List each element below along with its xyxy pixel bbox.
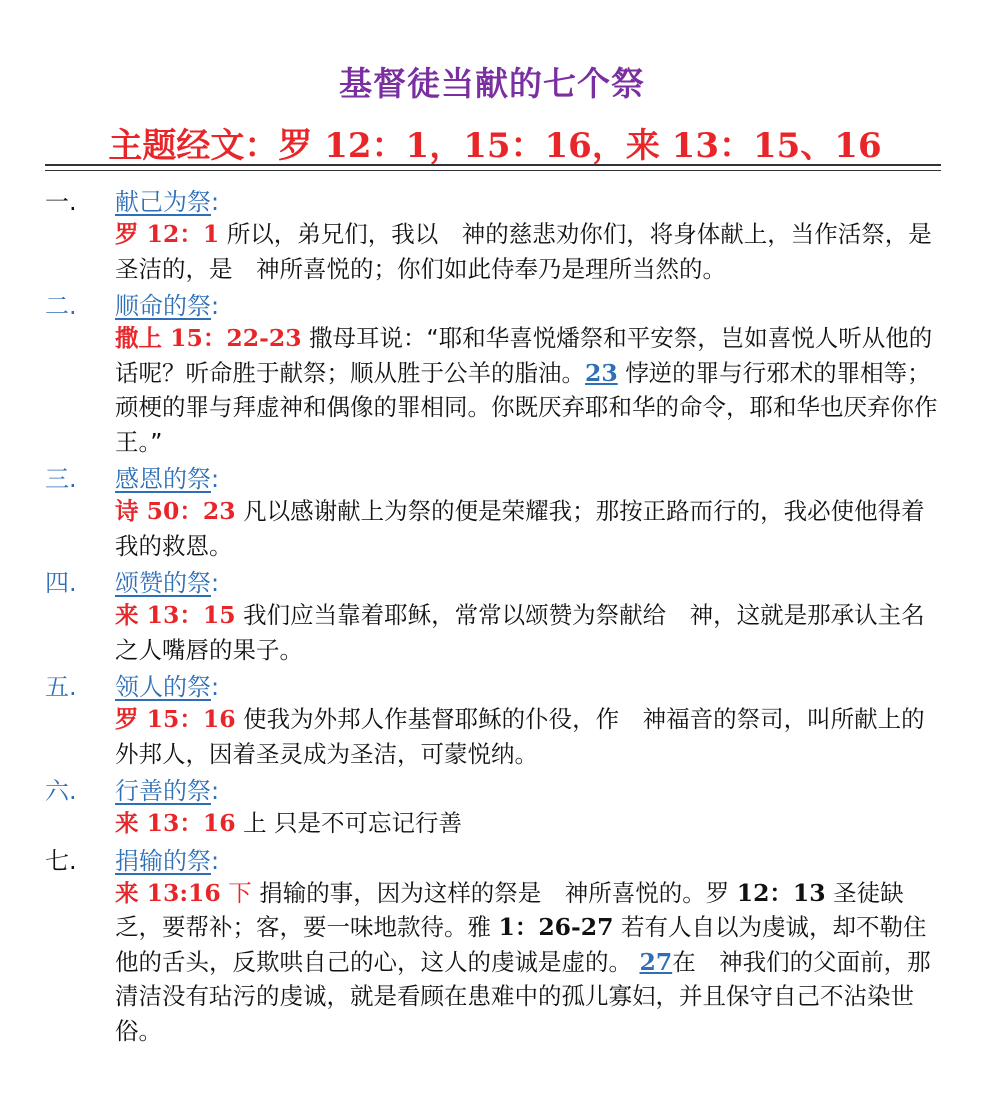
verse-reference: 来 13：16 — [115, 809, 236, 837]
section-title-link[interactable]: 颂赞的祭 — [115, 569, 211, 597]
verse-text — [115, 702, 945, 771]
section-number: 六. — [45, 777, 77, 805]
section-colon: : — [211, 569, 220, 597]
verse-text — [115, 598, 945, 667]
cross-reference: 12：13 — [736, 878, 826, 907]
verse-body: 所以，弟兄们，我以 神的慈悲劝你们，将身体献上，当作活祭，是圣洁的，是 神所喜悦的；你们如此侍奉乃是理所当然的。 — [115, 220, 932, 283]
section-number: 七. — [45, 846, 77, 875]
verse-reference-suffix: 下 — [228, 878, 252, 907]
verse-text — [115, 494, 945, 563]
section-heading — [45, 771, 945, 806]
title-divider-thin — [45, 170, 941, 171]
section-3 — [45, 459, 945, 563]
section-title-link[interactable]: 感恩的祭 — [115, 465, 211, 493]
verse-reference: 罗 12：1 — [115, 220, 220, 248]
section-title-link[interactable]: 顺命的祭 — [115, 292, 211, 320]
section-heading — [45, 563, 945, 598]
section-colon: : — [211, 292, 220, 320]
verse-text — [115, 806, 945, 841]
section-heading — [45, 459, 945, 494]
verse-body-continued: 若有人自以为虔诚，却不勒住他的舌头，反欺哄自己的心，这人的虔诚是虚的。 — [115, 913, 927, 976]
section-2 — [45, 286, 945, 459]
section-colon: : — [211, 846, 220, 875]
section-4 — [45, 563, 945, 667]
verse-text — [115, 321, 945, 459]
verse-body: 上 只是不可忘记行善 — [243, 809, 463, 837]
verse-text — [115, 876, 945, 1049]
verse-body-continued: 悖逆的罪与行邪术的罪相等；顽梗的罪与拜虚神和偶像的罪相同。你既厌弃耶和华的命令，耶和华也厌弃你作王。” — [115, 358, 938, 456]
section-colon: : — [211, 465, 220, 493]
title-divider-thick — [45, 164, 941, 166]
section-number: 一. — [45, 188, 77, 216]
cross-reference: 1：26-27 — [498, 913, 614, 941]
verse-body: 捐输的事，因为这样的祭是 神所喜悦的。罗 — [259, 878, 730, 907]
section-number: 四. — [45, 569, 77, 597]
verse-reference: 诗 50：23 — [115, 497, 236, 525]
verse-reference: 罗 15：16 — [115, 705, 236, 733]
verse-body: 我们应当靠着耶稣，常常以颂赞为祭献给 神，这就是那承认主名之人嘴唇的果子。 — [115, 601, 925, 664]
section-heading — [45, 182, 945, 217]
verse-number-link[interactable]: 27 — [639, 947, 673, 976]
section-number: 五. — [45, 673, 77, 701]
section-colon: : — [211, 188, 220, 216]
verse-number-link[interactable]: 23 — [585, 358, 618, 387]
section-number: 二. — [45, 292, 77, 320]
section-title-link[interactable]: 捐输的祭 — [115, 846, 211, 875]
verse-reference: 撒上 15：22-23 — [115, 324, 302, 352]
section-colon: : — [211, 673, 220, 701]
page-subtitle: 主题经文：罗 12：1，15：16，来 13：15、16 — [108, 126, 882, 166]
verse-body: 凡以感谢献上为祭的便是荣耀我；那按正路而行的，我必使他得着我的救恩。 — [115, 497, 925, 560]
verse-body: 使我为外邦人作基督耶稣的仆役，作 神福音的祭司，叫所献上的外邦人，因着圣灵成为圣洁，可蒙悦纳。 — [115, 705, 925, 768]
sacrifice-list — [45, 182, 945, 1048]
section-number: 三. — [45, 465, 77, 493]
section-heading — [45, 286, 945, 321]
section-heading — [45, 667, 945, 702]
verse-body-continued: 圣徒缺乏，要帮补；客，要一味地款待。雅 — [115, 878, 904, 941]
verse-reference: 来 13：15 — [115, 601, 236, 629]
verse-reference: 来 13:16 — [115, 878, 221, 907]
page-title: 基督徒当献的七个祭 — [339, 64, 645, 103]
section-title-link[interactable]: 献己为祭 — [115, 188, 211, 216]
section-1 — [45, 182, 945, 286]
section-heading — [45, 841, 945, 876]
section-title-link[interactable]: 领人的祭 — [115, 673, 211, 701]
section-colon: : — [211, 777, 220, 805]
section-5 — [45, 667, 945, 771]
verse-body-continued: 在 神我们的父面前，那清洁没有玷污的虔诚，就是看顾在患难中的孤儿寡妇，并且保守自己不沾染世俗。 — [115, 947, 931, 1045]
section-6 — [45, 771, 945, 841]
verse-text — [115, 217, 945, 286]
verse-body: 撒母耳说：“耶和华喜悦燔祭和平安祭，岂如喜悦人听从他的话呢？听命胜于献祭；顺从胜于公羊的脂油。 — [115, 324, 933, 387]
section-7 — [45, 841, 945, 1049]
section-title-link[interactable]: 行善的祭 — [115, 777, 211, 805]
